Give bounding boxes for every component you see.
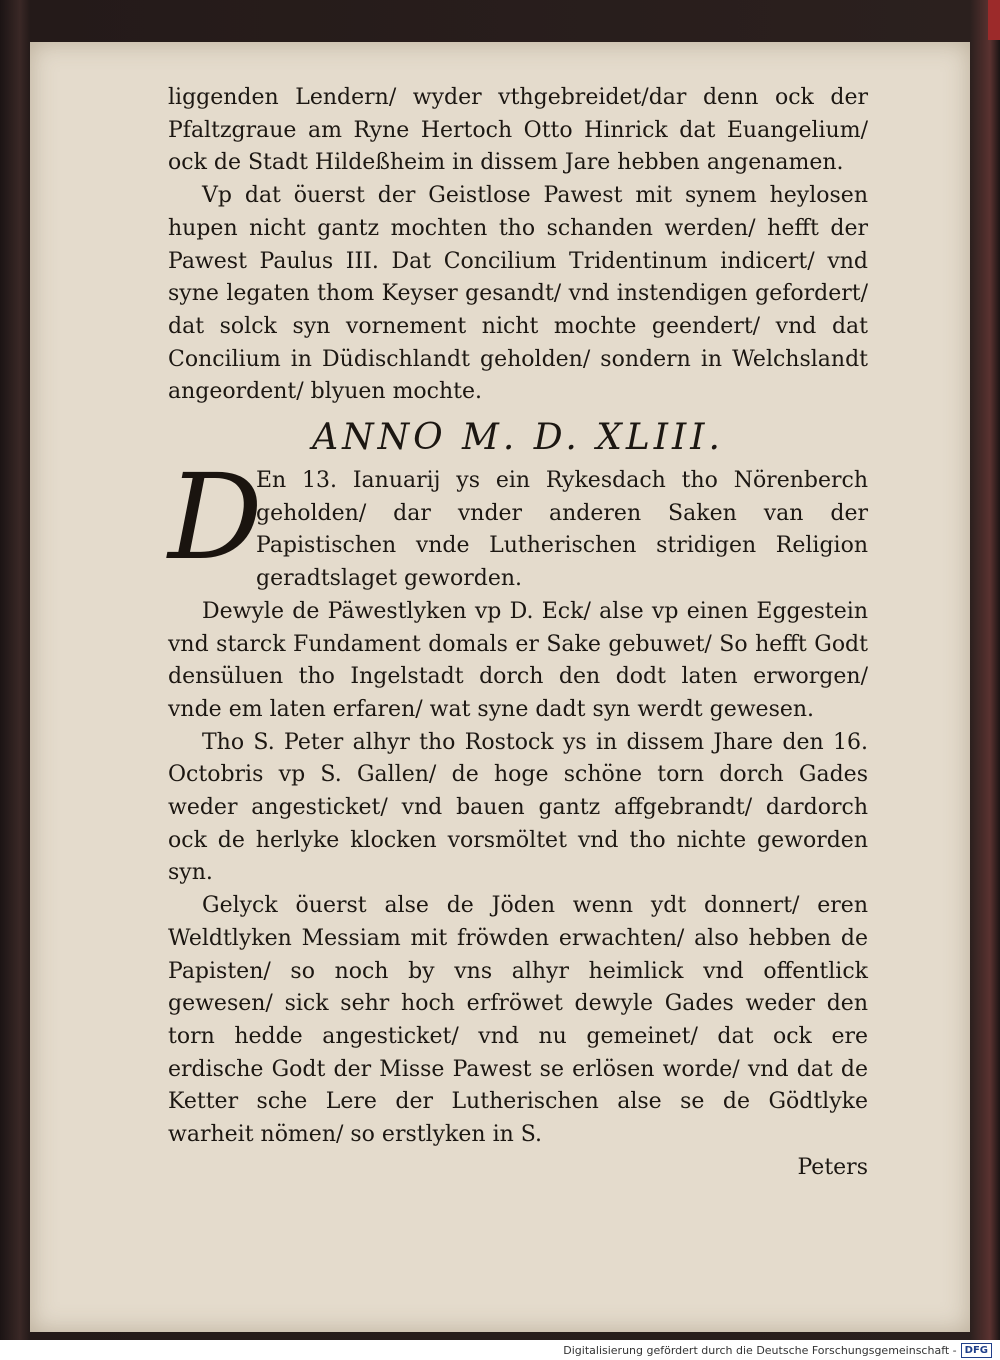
paragraph-4: Dewyle de Päwestlyken vp D. Eck/ alse vp einen Eggestein vnd starck Fundament domals er Sake gebuwet/ So hefft Godt densüluen tho Ingelstadt dorch den dodt laten erworgen/ vnde em laten erfaren/ wat syne dadt syn werdt gewesen. — [168, 598, 868, 722]
year-heading: ANNO M. D. XLIII. — [312, 417, 724, 459]
paragraph-2: Vp dat öuerst der Geistlose Pawest mit synem heylosen hupen nicht gantz mochten tho schanden werden/ hefft der Pawest Paulus III. Dat Concilium Tridentinum indicert/ vnd syne legaten thom Keyser gesandt/ vnd instendigen gefordert/ dat solck syn vornement nicht mochte geendert/ vnd dat Concilium in Düdischlandt geholden/ sondern in Welchslandt angeordent/ blyuen mochte. — [168, 183, 868, 405]
paragraph-3 — [168, 448, 868, 596]
funding-footer — [0, 1340, 1000, 1360]
drop-capital: D — [168, 448, 263, 587]
page-text — [168, 82, 868, 1185]
catchword: Peters — [797, 1154, 868, 1180]
paragraph-6: Gelyck öuerst alse de Jöden wenn ydt donnert/ eren Weldtlyken Messiam mit fröwden erwachten/ also hebben de Papisten/ so noch by vns alhyr heimlick vnd offentlick gewesen/ sick sehr hoch erfröwet dewyle Gades weder den torn hedde angesticket/ vnd nu gemeinet/ dat ock ere erdische Godt der Misse Pawest se erlösen worde/ vnd dat de Ketter sche Lere der Lutherischen alse se de Gödtlyke warheit nömen/ so erstlyken in S. — [168, 893, 868, 1148]
paragraph-5: Tho S. Peter alhyr tho Rostock ys in dissem Jhare den 16. Octobris vp S. Gallen/ de hoge schöne torn dorch Gades weder angesticket/ vnd bauen gantz affgebrandt/ dardorch ock de herlyke klocken vorsmöltet vnd tho nichte geworden syn. — [168, 729, 868, 886]
footer-text: Digitalisierung gefördert durch die Deutsche Forschungsgemeinschaft - — [563, 1343, 957, 1357]
paragraph-3-text: En 13. Ianuarij ys ein Rykesdach tho Nörenberch geholden/ dar vnder anderen Saken van der Papistischen vnde Lutherischen stridigen Religion geradtslaget geworden. — [256, 468, 868, 592]
paragraph-1: liggenden Lendern/ wyder vthgebreidet/dar denn ock der Pfaltzgraue am Ryne Hertoch Otto Hinrick dat Euangelium/ ock de Stadt Hildeßheim in dissem Jare hebben angenamen. — [168, 85, 868, 176]
book-page — [30, 42, 970, 1332]
dfg-logo: DFG — [961, 1343, 992, 1358]
red-page-marker — [988, 0, 1000, 40]
